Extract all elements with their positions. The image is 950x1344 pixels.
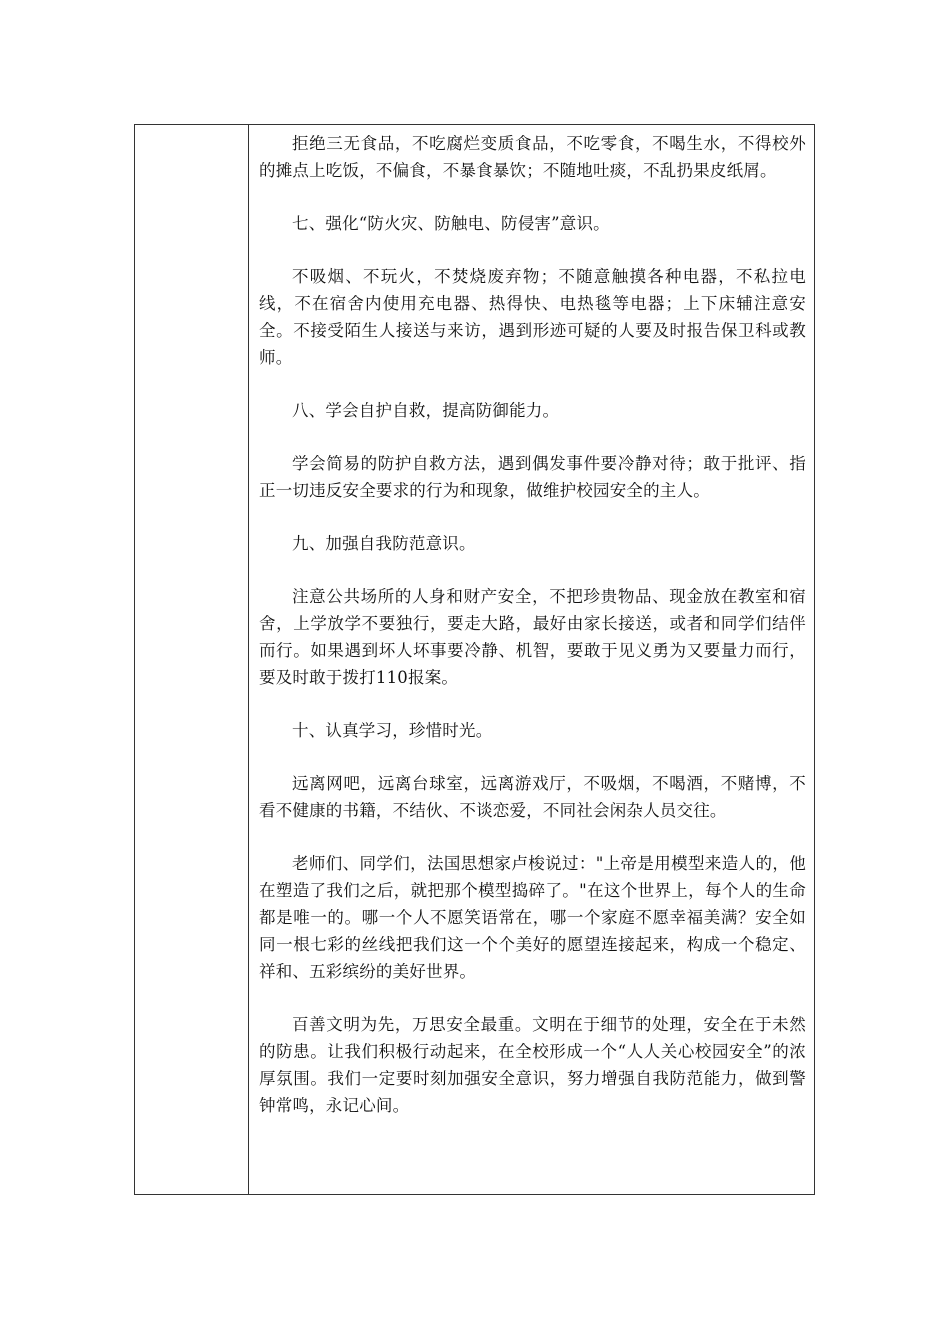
heading-section-7: 七、强化“防火灾、防触电、防侵害”意识。 — [292, 214, 610, 233]
paragraph-self-protection: 注意公共场所的人身和财产安全，不把珍贵物品、现金放在教室和宿舍，上学放学不要独行，要走大路，最好由家长接送，或者和同学们结伴而行。如果遇到坏人坏事要冷静、机智，要敢于见义勇为又要量力而行，要及时敢于拨打110报案。 — [259, 587, 806, 687]
left-empty-cell — [135, 125, 249, 1194]
heading-section-8: 八、学会自护自救，提高防御能力。 — [292, 401, 560, 420]
content-cell — [249, 125, 814, 1194]
paragraph-closing: 百善文明为先，万思安全最重。文明在于细节的处理，安全在于未然的防患。让我们积极行动起来，在全校形成一个“人人关心校园安全”的浓厚氛围。我们一定要时刻加强安全意识，努力增强自我防范能力，做到警钟常鸣，永记心间。 — [259, 1015, 806, 1115]
paragraph-self-rescue: 学会简易的防护自救方法，遇到偶发事件要冷静对待；敢于批评、指正一切违反安全要求的行为和现象，做维护校园安全的主人。 — [259, 454, 806, 500]
paragraph-rousseau-quote: 老师们、同学们，法国思想家卢梭说过："上帝是用模型来造人的，他在塑造了我们之后，就把那个模型捣碎了。"在这个世界上，每个人的生命都是唯一的。哪一个人不愿笑语常在，哪一个家庭不愿幸福美满？安全如同一根七彩的丝线把我们这一个个美好的愿望连接起来，构成一个稳定、祥和、五彩缤纷的美好世界。 — [259, 854, 806, 981]
paragraph-study: 远离网吧，远离台球室，远离游戏厅，不吸烟，不喝酒，不赌博，不看不健康的书籍，不结伙、不谈恋爱，不同社会闲杂人员交往。 — [259, 774, 806, 820]
document-table — [134, 124, 815, 1195]
paragraph-food-safety: 拒绝三无食品，不吃腐烂变质食品，不吃零食，不喝生水，不得校外的摊点上吃饭，不偏食，不暴食暴饮；不随地吐痰，不乱扔果皮纸屑。 — [259, 134, 806, 180]
heading-section-10: 十、认真学习，珍惜时光。 — [292, 721, 493, 740]
heading-section-9: 九、加强自我防范意识。 — [292, 534, 476, 553]
paragraph-fire-electric-safety: 不吸烟、不玩火，不焚烧废弃物；不随意触摸各种电器，不私拉电线，不在宿舍内使用充电器、热得快、电热毯等电器；上下床辅注意安全。不接受陌生人接送与来访，遇到形迹可疑的人要及时报告保卫科或教师。 — [259, 267, 806, 367]
